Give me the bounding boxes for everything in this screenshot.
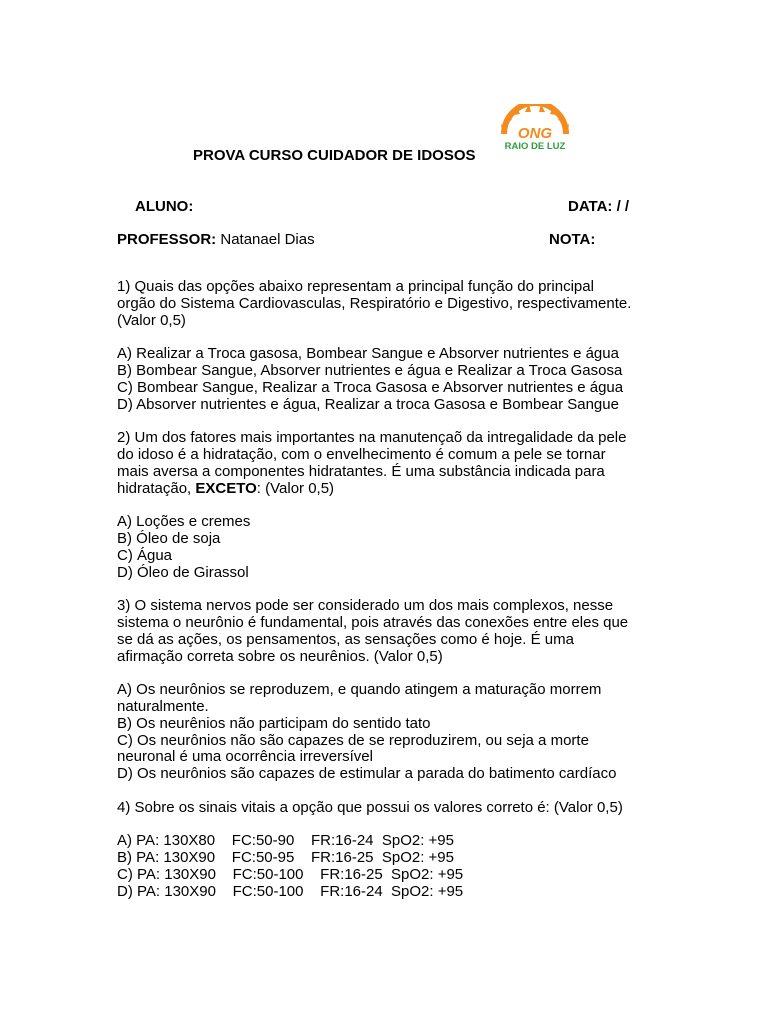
- option-c: C) PA: 130X90 FC:50-100 FR:16-25 SpO2: +95: [117, 865, 464, 883]
- option-d: D) Os neurônios são capazes de estimular a parada do batimento cardíaco: [117, 765, 617, 783]
- question-2-options: [117, 514, 657, 581]
- option-c: C) Água: [117, 546, 173, 564]
- logo-text-raio-de-luz: RAIO DE LUZ: [504, 141, 566, 152]
- question-2-line: 2) Um dos fatores mais importantes na manutençaõ da intregalidade da pele: [117, 429, 627, 447]
- option-c: C) Bombear Sangue, Realizar a Troca Gasosa e Absorver nutrientes e água: [117, 378, 624, 396]
- data-label: DATA: / /: [568, 198, 630, 215]
- exceto-emphasis: EXCETO: [195, 479, 257, 497]
- question-2-value: : (Valor 0,5): [256, 479, 335, 497]
- professor-label: PROFESSOR:: [117, 231, 217, 248]
- question-4-options: [117, 833, 657, 900]
- option-c-cont: neuronal é uma ocorrência irreversível: [117, 748, 373, 766]
- option-a: A) Loções e cremes: [117, 513, 251, 531]
- question-1-line: orgão do Sistema Cardiovasculas, Respiratório e Digestivo, respectivamente.: [117, 294, 632, 312]
- option-d: D) Óleo de Girassol: [117, 563, 249, 581]
- option-d: D) PA: 130X90 FC:50-100 FR:16-24 SpO2: +95: [117, 882, 464, 900]
- option-a: A) Os neurônios se reproduzem, e quando atingem a maturação morrem: [117, 681, 602, 699]
- option-b: B) Os neurênios não participam do sentido tato: [117, 714, 431, 732]
- option-b: B) PA: 130X90 FC:50-95 FR:16-25 SpO2: +95: [117, 849, 454, 867]
- professor-line: [117, 232, 315, 249]
- question-3-line: afirmação correta sobre os neurênios. (Valor 0,5): [117, 647, 443, 665]
- question-2-text: hidratação,: [117, 479, 196, 497]
- questions: [117, 279, 657, 917]
- professor-name: Natanael Dias: [216, 231, 315, 248]
- question-4: [117, 800, 657, 817]
- option-d: D) Absorver nutrientes e água, Realizar a troca Gasosa e Bombear Sangue: [117, 395, 619, 413]
- question-1-line: (Valor 0,5): [117, 311, 186, 329]
- option-b: B) Óleo de soja: [117, 529, 221, 547]
- ong-raio-de-luz-logo: [498, 104, 572, 154]
- question-2-line: [117, 481, 657, 498]
- nota-label: NOTA:: [549, 231, 596, 248]
- question-3-options: [117, 682, 657, 783]
- option-c: C) Os neurônios não são capazes de se reproduzirem, ou seja a morte: [117, 731, 589, 749]
- question-2: [117, 430, 657, 497]
- option-a: A) PA: 130X80 FC:50-90 FR:16-24 SpO2: +95: [117, 832, 454, 850]
- question-1-line: 1) Quais das opções abaixo representam a principal função do principal: [117, 278, 594, 295]
- option-a-cont: naturalmente.: [117, 697, 209, 715]
- question-3-line: se dá as ações, os pensamentos, as sensações como é hoje. É uma: [117, 630, 574, 648]
- question-3-line: sistema o neurônio é fundamental, pois através das conexões entre eles que: [117, 613, 629, 631]
- question-3-line: 3) O sistema nervos pode ser considerado um dos mais complexos, nesse: [117, 597, 614, 615]
- logo-text-ong: ONG: [517, 125, 553, 142]
- question-4-line: 4) Sobre os sinais vitais a opção que possui os valores correto é: (Valor 0,5): [117, 798, 623, 816]
- page-title: PROVA CURSO CUIDADOR DE IDOSOS: [193, 147, 476, 164]
- question-3: [117, 598, 657, 665]
- question-1: [117, 279, 657, 329]
- question-1-options: [117, 346, 657, 413]
- option-b: B) Bombear Sangue, Absorver nutrientes e água e Realizar a Troca Gasosa: [117, 361, 623, 379]
- question-2-line: mais aversa a componentes hidratantes. É uma substância indicada para: [117, 462, 605, 480]
- question-2-line: do idoso é a hidratação, com o envelhecimento é comum a pele se tornar: [117, 445, 606, 463]
- aluno-label: ALUNO:: [135, 198, 194, 215]
- option-a: A) Realizar a Troca gasosa, Bombear Sangue e Absorver nutrientes e água: [117, 345, 619, 363]
